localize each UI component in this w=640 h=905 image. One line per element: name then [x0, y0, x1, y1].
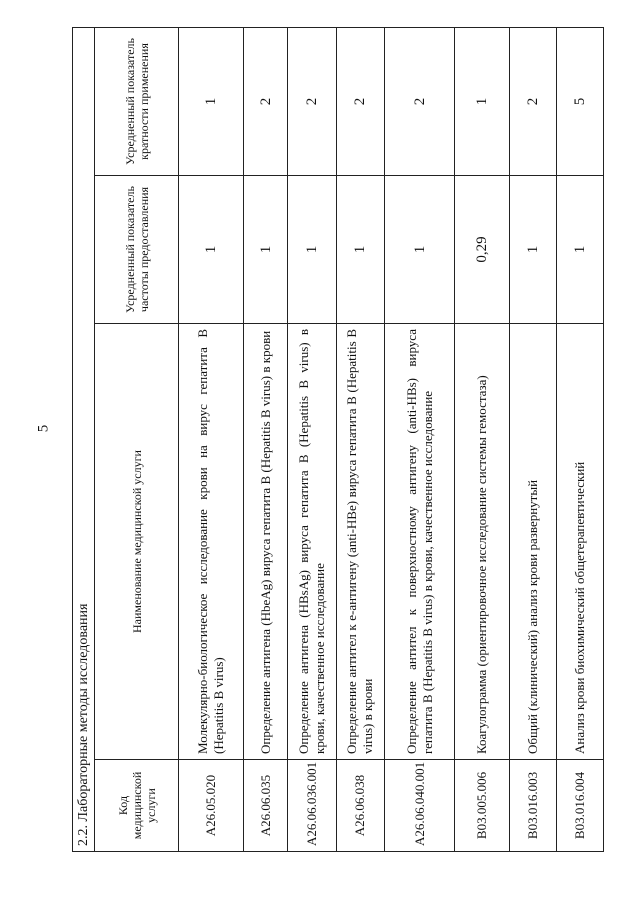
service-name: Определение антител к e-антигену (anti-HBe) вируса гепатита B (Hepatitis B virus) в крови [336, 324, 384, 760]
column-header-frequency: Усредненный показатель частоты предоставления [95, 176, 179, 324]
service-code: A26.05.020 [179, 760, 244, 852]
multiplicity-value: 2 [336, 27, 384, 175]
multiplicity-value: 2 [288, 27, 336, 175]
service-name: Определение антител к поверхностному антигену (anti-HBs) вируса гепатита B (Hepatitis B virus) в крови, качественное исследование [384, 324, 454, 760]
frequency-value: 1 [244, 176, 288, 324]
service-name: Определение антигена (HbeAg) вируса гепатита B (Hepatitis B virus) в крови [244, 324, 288, 760]
service-code: B03.005.006 [455, 760, 510, 852]
service-name: Коагулограмма (ориентировочное исследование системы гемостаза) [455, 324, 510, 760]
service-name: Определение антигена (HBsAg) вируса гепатита B (Hepatitis B virus) в крови, качественное исследование [288, 324, 336, 760]
column-header-name: Наименование медицинской услуги [95, 324, 179, 760]
table-row [336, 27, 384, 851]
multiplicity-value: 1 [179, 27, 244, 175]
service-code: A26.06.040.001 [384, 760, 454, 852]
column-header-code: Код медицинской услуги [95, 760, 179, 852]
service-code: B03.016.004 [557, 760, 604, 852]
column-header-multiplicity: Усредненный показатель кратности применения [95, 27, 179, 175]
frequency-value: 0,29 [455, 176, 510, 324]
frequency-value: 1 [288, 176, 336, 324]
service-code: A26.06.035 [244, 760, 288, 852]
frequency-value: 1 [510, 176, 557, 324]
frequency-value: 1 [336, 176, 384, 324]
service-code: A26.06.036.001 [288, 760, 336, 852]
multiplicity-value: 5 [557, 27, 604, 175]
service-code: B03.016.003 [510, 760, 557, 852]
lab-methods-table [72, 27, 604, 852]
table-row [455, 27, 510, 851]
multiplicity-value: 2 [510, 27, 557, 175]
landscape-sheet [72, 28, 604, 852]
table-row [288, 27, 336, 851]
service-name: Общий (клинический) анализ крови развернутый [510, 324, 557, 760]
frequency-value: 1 [384, 176, 454, 324]
table-row [557, 27, 604, 851]
table-row [244, 27, 288, 851]
table-row [510, 27, 557, 851]
multiplicity-value: 2 [384, 27, 454, 175]
multiplicity-value: 2 [244, 27, 288, 175]
section-title: 2.2. Лабораторные методы исследования [73, 27, 95, 851]
multiplicity-value: 1 [455, 27, 510, 175]
table-row [384, 27, 454, 851]
frequency-value: 1 [179, 176, 244, 324]
table-row [179, 27, 244, 851]
page-number: 5 [35, 424, 52, 433]
frequency-value: 1 [557, 176, 604, 324]
service-code: A26.06.038 [336, 760, 384, 852]
service-name: Молекулярно-биологическое исследование крови на вирус гепатита B (Hepatitis B virus) [179, 324, 244, 760]
service-name: Анализ крови биохимический общетерапевтический [557, 324, 604, 760]
